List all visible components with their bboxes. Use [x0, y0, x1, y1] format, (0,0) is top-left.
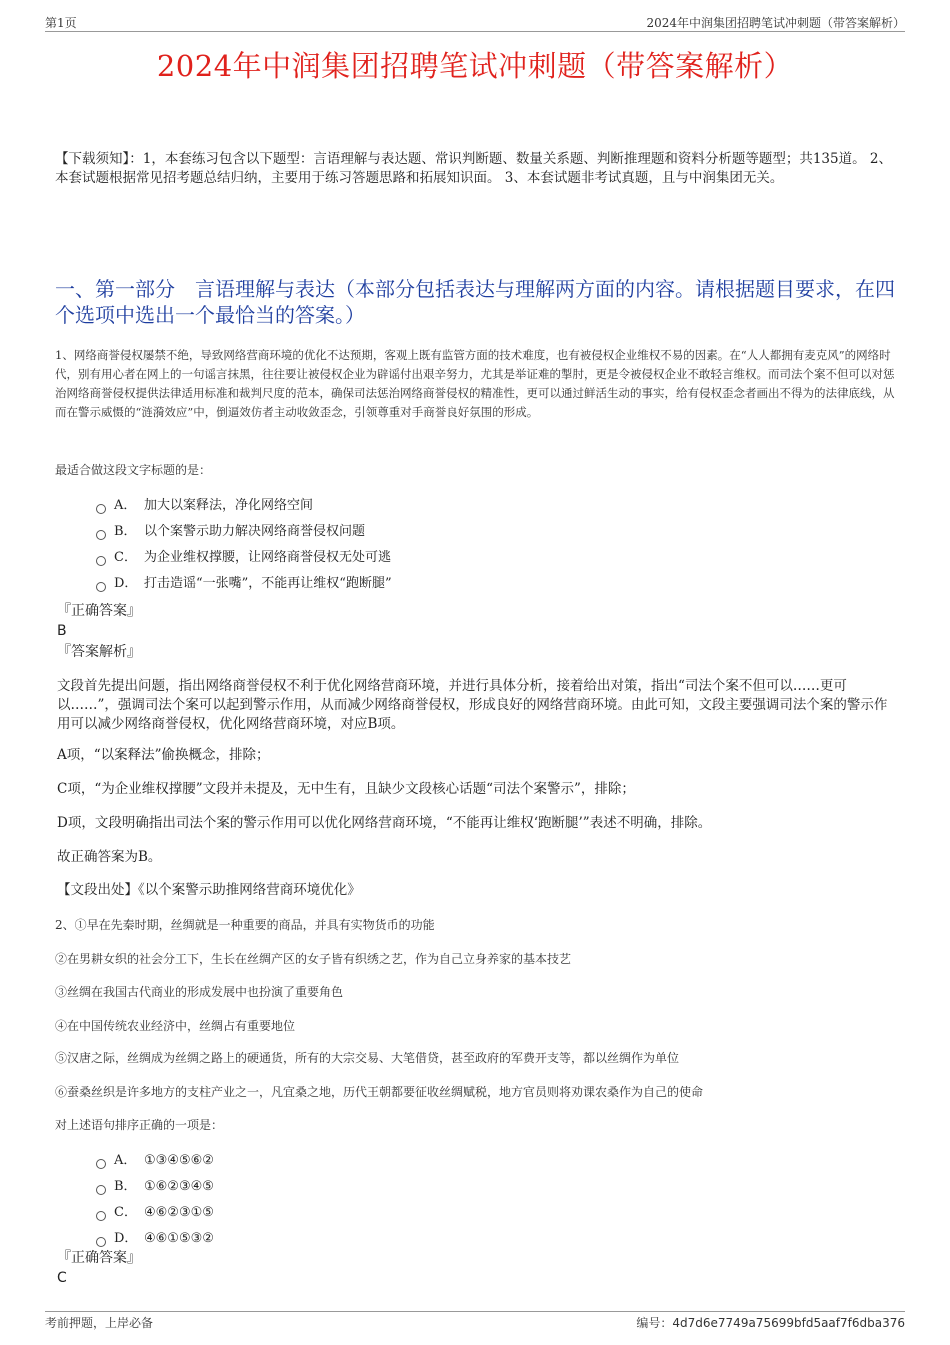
radio-icon[interactable] — [96, 1237, 106, 1247]
q1-prompt: 最适合做这段文字标题的是： — [55, 463, 212, 477]
radio-icon[interactable] — [96, 1159, 106, 1169]
q1-answer-label: 『正确答案』 — [57, 603, 141, 619]
q1-option-a[interactable]: A． 加大以案释法，净化网络空间 — [96, 497, 313, 515]
q2-sentence-4: ④在中国传统农业经济中，丝绸占有重要地位 — [55, 1019, 296, 1033]
radio-icon[interactable] — [96, 504, 106, 514]
footer-code-value: 4d7d6e7749a75699bfd5aaf7f6dba376 — [672, 1316, 905, 1330]
q2-sentence-3: ③丝绸在我国古代商业的形成发展中也扮演了重要角色 — [55, 985, 344, 999]
section-heading: 一、第一部分 言语理解与表达（本部分包括表达与理解两方面的内容。请根据题目要求，在四个选项中选出一个最恰当的答案。） — [55, 277, 895, 327]
q2-option-d[interactable]: D． ④⑥①⑤③② — [96, 1230, 214, 1248]
q1-option-a-note: A项，“以案释法”偷换概念，排除； — [57, 747, 270, 763]
q1-stem: 1、网络商誉侵权屡禁不绝，导致网络营商环境的优化不达预期，客观上既有监管方面的技术难度，也有被侵权企业维权不易的因素。在“人人都拥有麦克风”的网络时代，别有用心者在网上的一句谣言抹黑，往往要让被侵权企业为辟谣付出艰辛努力，尤其是举证难的掣肘，更是令被侵权企业不敢轻言维权。而司法个案不但可以对惩治网络商誉侵权提供法律适用标准和裁判尺度的范本，确保司法惩治网络商誉侵权的精准性，更可以通过鲜活生动的事实，给有侵权歪念者画出不得为的法律底线，从而在警示威慑的“涟漪效应”中，倒逼效仿者主动收敛歪念，引领尊重对手商誉良好氛围的形成。 — [55, 348, 895, 419]
q2-sentence-2: ②在男耕女织的社会分工下，生长在丝绸产区的女子皆有织绣之艺，作为自己立身养家的基本技艺 — [55, 952, 572, 966]
q1-answer: B — [57, 623, 67, 639]
q1-option-d[interactable]: D． 打击造谣“一张嘴”，不能再让维权“跑断腿” — [96, 575, 392, 593]
q1-option-d-note: D项，文段明确指出司法个案的警示作用可以优化网络营商环境，“不能再让维权‘跑断腿’”表述不明确，排除。 — [57, 815, 712, 831]
q2-option-c[interactable]: C． ④⑥②③①⑤ — [96, 1204, 214, 1222]
q1-analysis-label: 『答案解析』 — [57, 644, 141, 660]
q2-sentence-6: ⑥蚕桑丝织是许多地方的支柱产业之一，凡宜桑之地，历代王朝都要征收丝绸赋税，地方官员则将劝课农桑作为自己的使命 — [55, 1085, 704, 1099]
radio-icon[interactable] — [96, 556, 106, 566]
page-number: 第1页 — [45, 16, 77, 30]
footer-code — [636, 1314, 905, 1331]
q2-answer: C — [57, 1270, 67, 1286]
footer-slogan: 考前押题，上岸必备 — [45, 1316, 154, 1330]
radio-icon[interactable] — [96, 530, 106, 540]
header-divider — [45, 31, 905, 32]
footer-code-label: 编号： — [636, 1316, 673, 1330]
q1-source: 【文段出处】《以个案警示助推网络营商环境优化》 — [57, 882, 361, 898]
q2-answer-label: 『正确答案』 — [57, 1250, 141, 1266]
q2-prompt: 对上述语句排序正确的一项是： — [55, 1118, 224, 1132]
download-notice: 【下载须知】：1，本套练习包含以下题型：言语理解与表达题、常识判断题、数量关系题、判断推理题和资料分析题等题型；共135道。 2、本套试题根据常见招考题总结归纳，主要用于练习答题思路和拓展知识面。 3、本套试题非考试真题，且与中润集团无关。 — [55, 151, 892, 186]
header-doc-title: 2024年中润集团招聘笔试冲刺题（带答案解析） — [646, 16, 905, 30]
q2-option-b[interactable]: B． ①⑥②③④⑤ — [96, 1178, 214, 1196]
radio-icon[interactable] — [96, 582, 106, 592]
q2-sentence-5: ⑤汉唐之际，丝绸成为丝绸之路上的硬通货，所有的大宗交易、大笔借贷，甚至政府的军费开支等，都以丝绸作为单位 — [55, 1051, 680, 1065]
q2-sentence-1: 2、①早在先秦时期，丝绸就是一种重要的商品，并具有实物货币的功能 — [55, 918, 435, 932]
radio-icon[interactable] — [96, 1185, 106, 1195]
radio-icon[interactable] — [96, 1211, 106, 1221]
q1-conclusion: 故正确答案为B。 — [57, 849, 162, 865]
q2-option-a[interactable]: A． ①③④⑤⑥② — [96, 1152, 214, 1170]
q1-analysis: 文段首先提出问题，指出网络商誉侵权不利于优化网络营商环境，并进行具体分析，接着给出对策，指出“司法个案不但可以……更可以……”，强调司法个案可以起到警示作用，从而减少网络商誉侵权，形成良好的网络营商环境。由此可知，文段主要强调司法个案的警示作用可以减少网络商誉侵权，优化网络营商环境，对应B项。 — [57, 678, 888, 732]
q1-option-c[interactable]: C． 为企业维权撑腰，让网络商誉侵权无处可逃 — [96, 549, 391, 567]
page-title: 2024年中润集团招聘笔试冲刺题（带答案解析） — [156, 49, 794, 83]
footer-divider — [45, 1311, 905, 1312]
q1-option-b[interactable]: B． 以个案警示助力解决网络商誉侵权问题 — [96, 523, 365, 541]
q1-option-c-note: C项，“为企业维权撑腰”文段并未提及，无中生有，且缺少文段核心话题“司法个案警示”，排除； — [57, 781, 635, 797]
